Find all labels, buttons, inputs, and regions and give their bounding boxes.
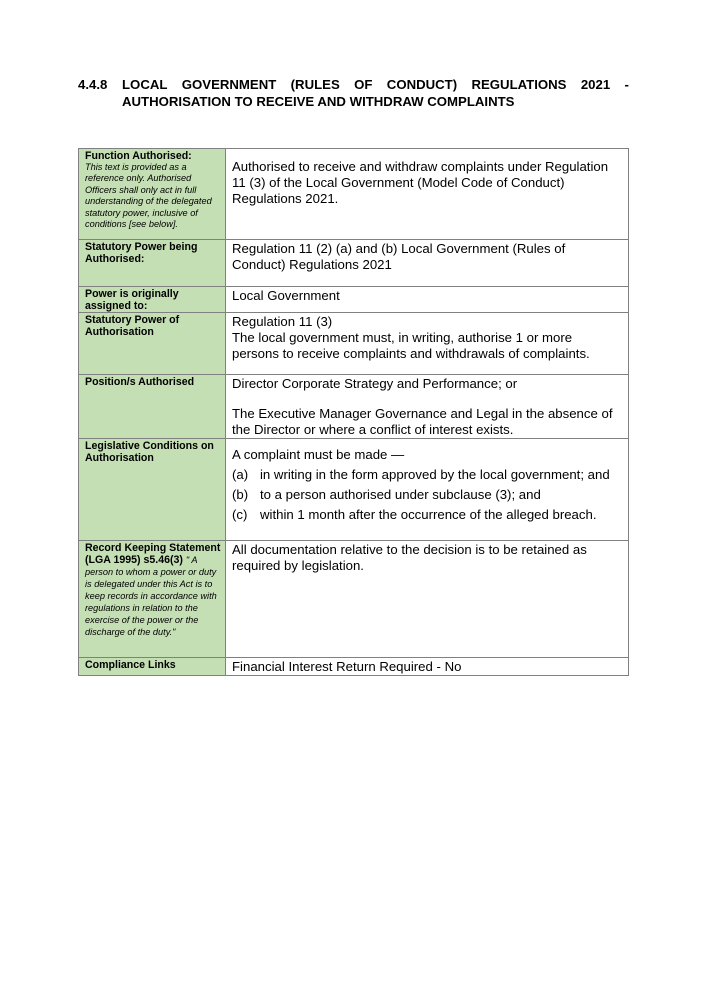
value-compliance-links: Financial Interest Return Required - No: [232, 659, 462, 674]
label-cell: [79, 149, 226, 240]
heading-word: -: [624, 77, 629, 92]
condition-text: in writing in the form approved by the local government; and: [260, 467, 610, 482]
label-statutory-power: Statutory Power being Authorised:: [85, 241, 198, 265]
value-cell: [226, 240, 629, 287]
heading-line-1: [78, 77, 629, 94]
value-cell: [226, 149, 629, 240]
record-keeping-note: " A person to whom a power or duty is delegated under this Act is to keep records in accordance with regulations in relation to the exercise of the power or the discharge of the duty.": [85, 555, 217, 637]
condition-text: within 1 month after the occurrence of the alleged breach.: [260, 507, 597, 522]
condition-item: [232, 467, 622, 483]
row-power-of-authorisation: [79, 313, 629, 375]
row-legislative-conditions: [79, 439, 629, 541]
value-record-keeping: All documentation relative to the decision is to be retained as required by legislation.: [232, 542, 587, 573]
condition-marker: (c): [232, 507, 248, 522]
label-cell: [79, 287, 226, 313]
condition-marker: (a): [232, 467, 249, 482]
value-position-2: The Executive Manager Governance and Legal in the absence of the Director or where a conflict of interest exists.: [232, 406, 613, 437]
value-cell: [226, 287, 629, 313]
row-record-keeping: [79, 541, 629, 658]
heading-word: LOCAL: [122, 77, 168, 92]
heading-line-2: AUTHORISATION TO RECEIVE AND WITHDRAW COMPLAINTS: [122, 93, 515, 109]
section-number: 4.4.8: [78, 77, 108, 92]
label-compliance-links: Compliance Links: [85, 659, 176, 671]
value-function-authorised: Authorised to receive and withdraw complaints under Regulation 11 (3) of the Local Government (Model Code of Conduct) Regulations 2021.: [232, 159, 609, 206]
label-cell: [79, 541, 226, 658]
value-cell: [226, 439, 629, 541]
value-cell: [226, 313, 629, 375]
condition-text: to a person authorised under subclause (3); and: [260, 487, 541, 502]
label-cell: [79, 658, 226, 676]
row-function-authorised: [79, 149, 629, 240]
value-cell: [226, 375, 629, 439]
label-originally-assigned: Power is originally assigned to:: [85, 288, 179, 312]
row-compliance-links: [79, 658, 629, 676]
label-cell: [79, 375, 226, 439]
heading-word: (RULES: [290, 77, 340, 92]
value-statutory-power: Regulation 11 (2) (a) and (b) Local Government (Rules of Conduct) Regulations 2021: [232, 241, 566, 272]
heading-word: OF: [354, 77, 373, 92]
row-originally-assigned: [79, 287, 629, 313]
value-originally-assigned: Local Government: [232, 288, 340, 303]
value-regulation-reference: Regulation 11 (3): [232, 314, 333, 329]
value-cell: [226, 658, 629, 676]
label-cell: [79, 240, 226, 287]
row-positions-authorised: [79, 375, 629, 439]
value-position-1: Director Corporate Strategy and Performance; or: [232, 376, 518, 391]
label-positions-authorised: Position/s Authorised: [85, 376, 195, 388]
value-cell: [226, 541, 629, 658]
heading-word: REGULATIONS: [471, 77, 567, 92]
condition-item: [232, 487, 622, 503]
condition-item: [232, 507, 622, 523]
label-cell: [79, 313, 226, 375]
conditions-intro: A complaint must be made —: [232, 447, 405, 462]
label-power-of-authorisation: Statutory Power of Authorisation: [85, 314, 180, 338]
label-legislative-conditions: Legislative Conditions on Authorisation: [85, 440, 214, 464]
function-reference-note: This text is provided as a reference only. Authorised Officers shall only act in full understanding of the delegated statutory power, inclusive of conditions [see below].: [85, 162, 212, 230]
section-heading: [78, 77, 629, 110]
row-statutory-power: [79, 240, 629, 287]
label-function-authorised: Function Authorised:: [85, 150, 192, 162]
value-authorisation-text: The local government must, in writing, authorise 1 or more persons to receive complaints and withdrawals of complaints.: [232, 330, 590, 361]
authorisation-table: [78, 148, 629, 676]
heading-word: 2021: [580, 77, 611, 92]
label-cell: [79, 439, 226, 541]
heading-word: GOVERNMENT: [181, 77, 277, 92]
label-record-keeping: Record Keeping Statement (LGA 1995) s5.46(3): [85, 542, 221, 566]
heading-word: CONDUCT): [386, 77, 458, 92]
condition-marker: (b): [232, 487, 249, 502]
